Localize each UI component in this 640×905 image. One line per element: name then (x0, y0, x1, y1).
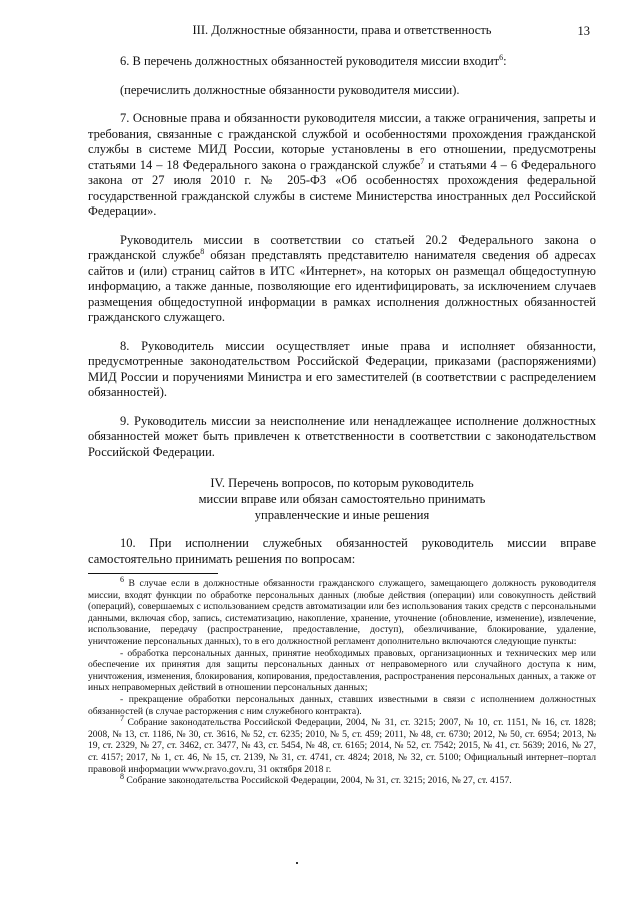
footnote-6-bullet-2: - прекращение обработки персональных данных, ставших известными в связи с исполнением должностных обязанностей (в случае расторжения с ним служебного контракта). (88, 693, 596, 717)
section-4-title-line-3: управленческие и иные решения (254, 508, 430, 522)
item-8: 8. Руководитель миссии осуществляет иные права и исполняет обязанности, предусмотренные законодательством Российской Федерации, приказами (распоряжениями) МИД России и поручениями Министра и его заместителей (в соответствии с распределением обязанностей). (88, 338, 596, 399)
footnote-7-text: Собрание законодательства Российской Федерации, 2004, № 31, ст. 3215; 2007, № 10, ст. 1151, № 16, ст. 1828; 2008, № 13, ст. 1186, № 30, ст. 3616, № 52, ст. 6235; 2010, № 5, ст. 459; 2011, № 48, ст. 6730; 2012, № 50, ст. 6954; 2013, № 19, ст. 2329, № 27, ст. 3462, ст. 3477, № 43, ст. 5454, № 48, ст. 6165; 2014, № 52, ст. 7542; 2015, № 41, ст. 5639; 2016, № 27, ст. 4157; 2017, № 1, ст. 46, № 15, ст. 2139, № 31, ст. 4741, ст. 4824; 2018, № 32, ст. 5100; Официальный интернет–портал правовой информации www.pravo.gov.ru, 31 октября 2018 г. (88, 717, 596, 775)
footnote-separator (88, 573, 218, 574)
footnote-7-mark: 7 (120, 713, 124, 723)
item-9: 9. Руководитель миссии за неисполнение или ненадлежащее исполнение должностных обязанностей может быть привлечен к ответственности в соответствии с законодательством Российской Федерации. (88, 413, 596, 459)
footnote-6-text: В случае если в должностные обязанности гражданского служащего, замещающего должность руководителя миссии, входят функции по обработке персональных данных (любые действия (операции) или совокупность действий (операций), совершаемых с использованием средств автоматизации или без использования таких средств с персональными данными, включая сбор, запись, систематизацию, накопление, хранение, уточнение (обновление, изменение), извлечение, использование, передачу (распространение, предоставление, доступ), обезличивание, блокирование, удаление, уничтожение персональных данных), то в его должностной регламент дополнительно включаются следующие пункты: (88, 578, 596, 647)
footnote-ref-8: 8 (200, 246, 205, 256)
item-7 (88, 111, 596, 220)
footnote-ref-6: 6 (499, 52, 504, 62)
item-6-colon: : (503, 54, 507, 68)
footnote-6 (88, 574, 596, 648)
item-6-note: (перечислить должностные обязанности руководителя миссии). (120, 82, 460, 97)
footnote-7 (88, 713, 596, 775)
footnote-ref-7: 7 (420, 156, 425, 166)
item-6 (88, 54, 596, 70)
item-7-text-b: и статьями 4 – 6 Федерального закона от 27 июля 2010 г. № 205-ФЗ «Об особенностях прохождения федеральной государственной гражданской службы в системе Министерства иностранных дел Российской Федерации». (88, 157, 596, 218)
section-4-title-line-1: IV. Перечень вопросов, по которым руководитель (210, 476, 474, 490)
footnote-8-text: Собрание законодательства Российской Федерации, 2004, № 31, ст. 3215; 2016, № 27, ст. 4157. (124, 775, 512, 787)
paragraph-internet-info (88, 233, 596, 326)
footnote-8 (88, 771, 596, 787)
item-10: 10. При исполнении служебных обязанностей руководитель миссии вправе самостоятельно принимать решения по вопросам: (88, 536, 596, 566)
footnote-6-mark: 6 (120, 574, 124, 584)
item-7-text-a: 7. Основные права и обязанности руководителя миссии, а также ограничения, запреты и требования, связанные с гражданской службой и особенностями прохождения гражданской службы в системе МИД России, которые установлены в его отношении, предусмотрены статьями 14 – 18 Федерального закона о гражданской службе (88, 111, 596, 172)
paragraph-text-a: Руководитель миссии в соответствии со статьей 20.2 Федерального закона о гражданской службе (88, 232, 596, 262)
page-number: 13 (577, 24, 590, 38)
footnote-8-mark: 8 (120, 771, 124, 781)
scan-dot (296, 862, 298, 864)
footnote-6-bullet-1: - обработка персональных данных, принятие необходимых правовых, организационных и технических мер или обеспечение их принятия для защиты персональных данных от неправомерного или случайного доступа к ним, уничтожения, изменения, блокирования, копирования, предоставления, распространения персональных данных, а также от иных неправомерных действий в отношении персональных данных; (88, 647, 596, 694)
paragraph-text-b: обязан представлять представителю нанимателя сведения об адресах сайтов и (или) страниц сайтов в ИТС «Интернет», на которых он размещал общедоступную информацию, а также данные, позволяющие его идентифицировать, за исключением случаев размещения общедоступной информации в рамках исполнения должностных обязанностей гражданского служащего. (88, 248, 597, 324)
section-3-title: III. Должностные обязанности, права и ответственность (192, 23, 492, 37)
section-4-title-line-2: миссии вправе или обязан самостоятельно принимать (198, 492, 486, 506)
section-4-title (88, 475, 596, 523)
item-6-text: 6. В перечень должностных обязанностей руководителя миссии входит (120, 54, 500, 68)
